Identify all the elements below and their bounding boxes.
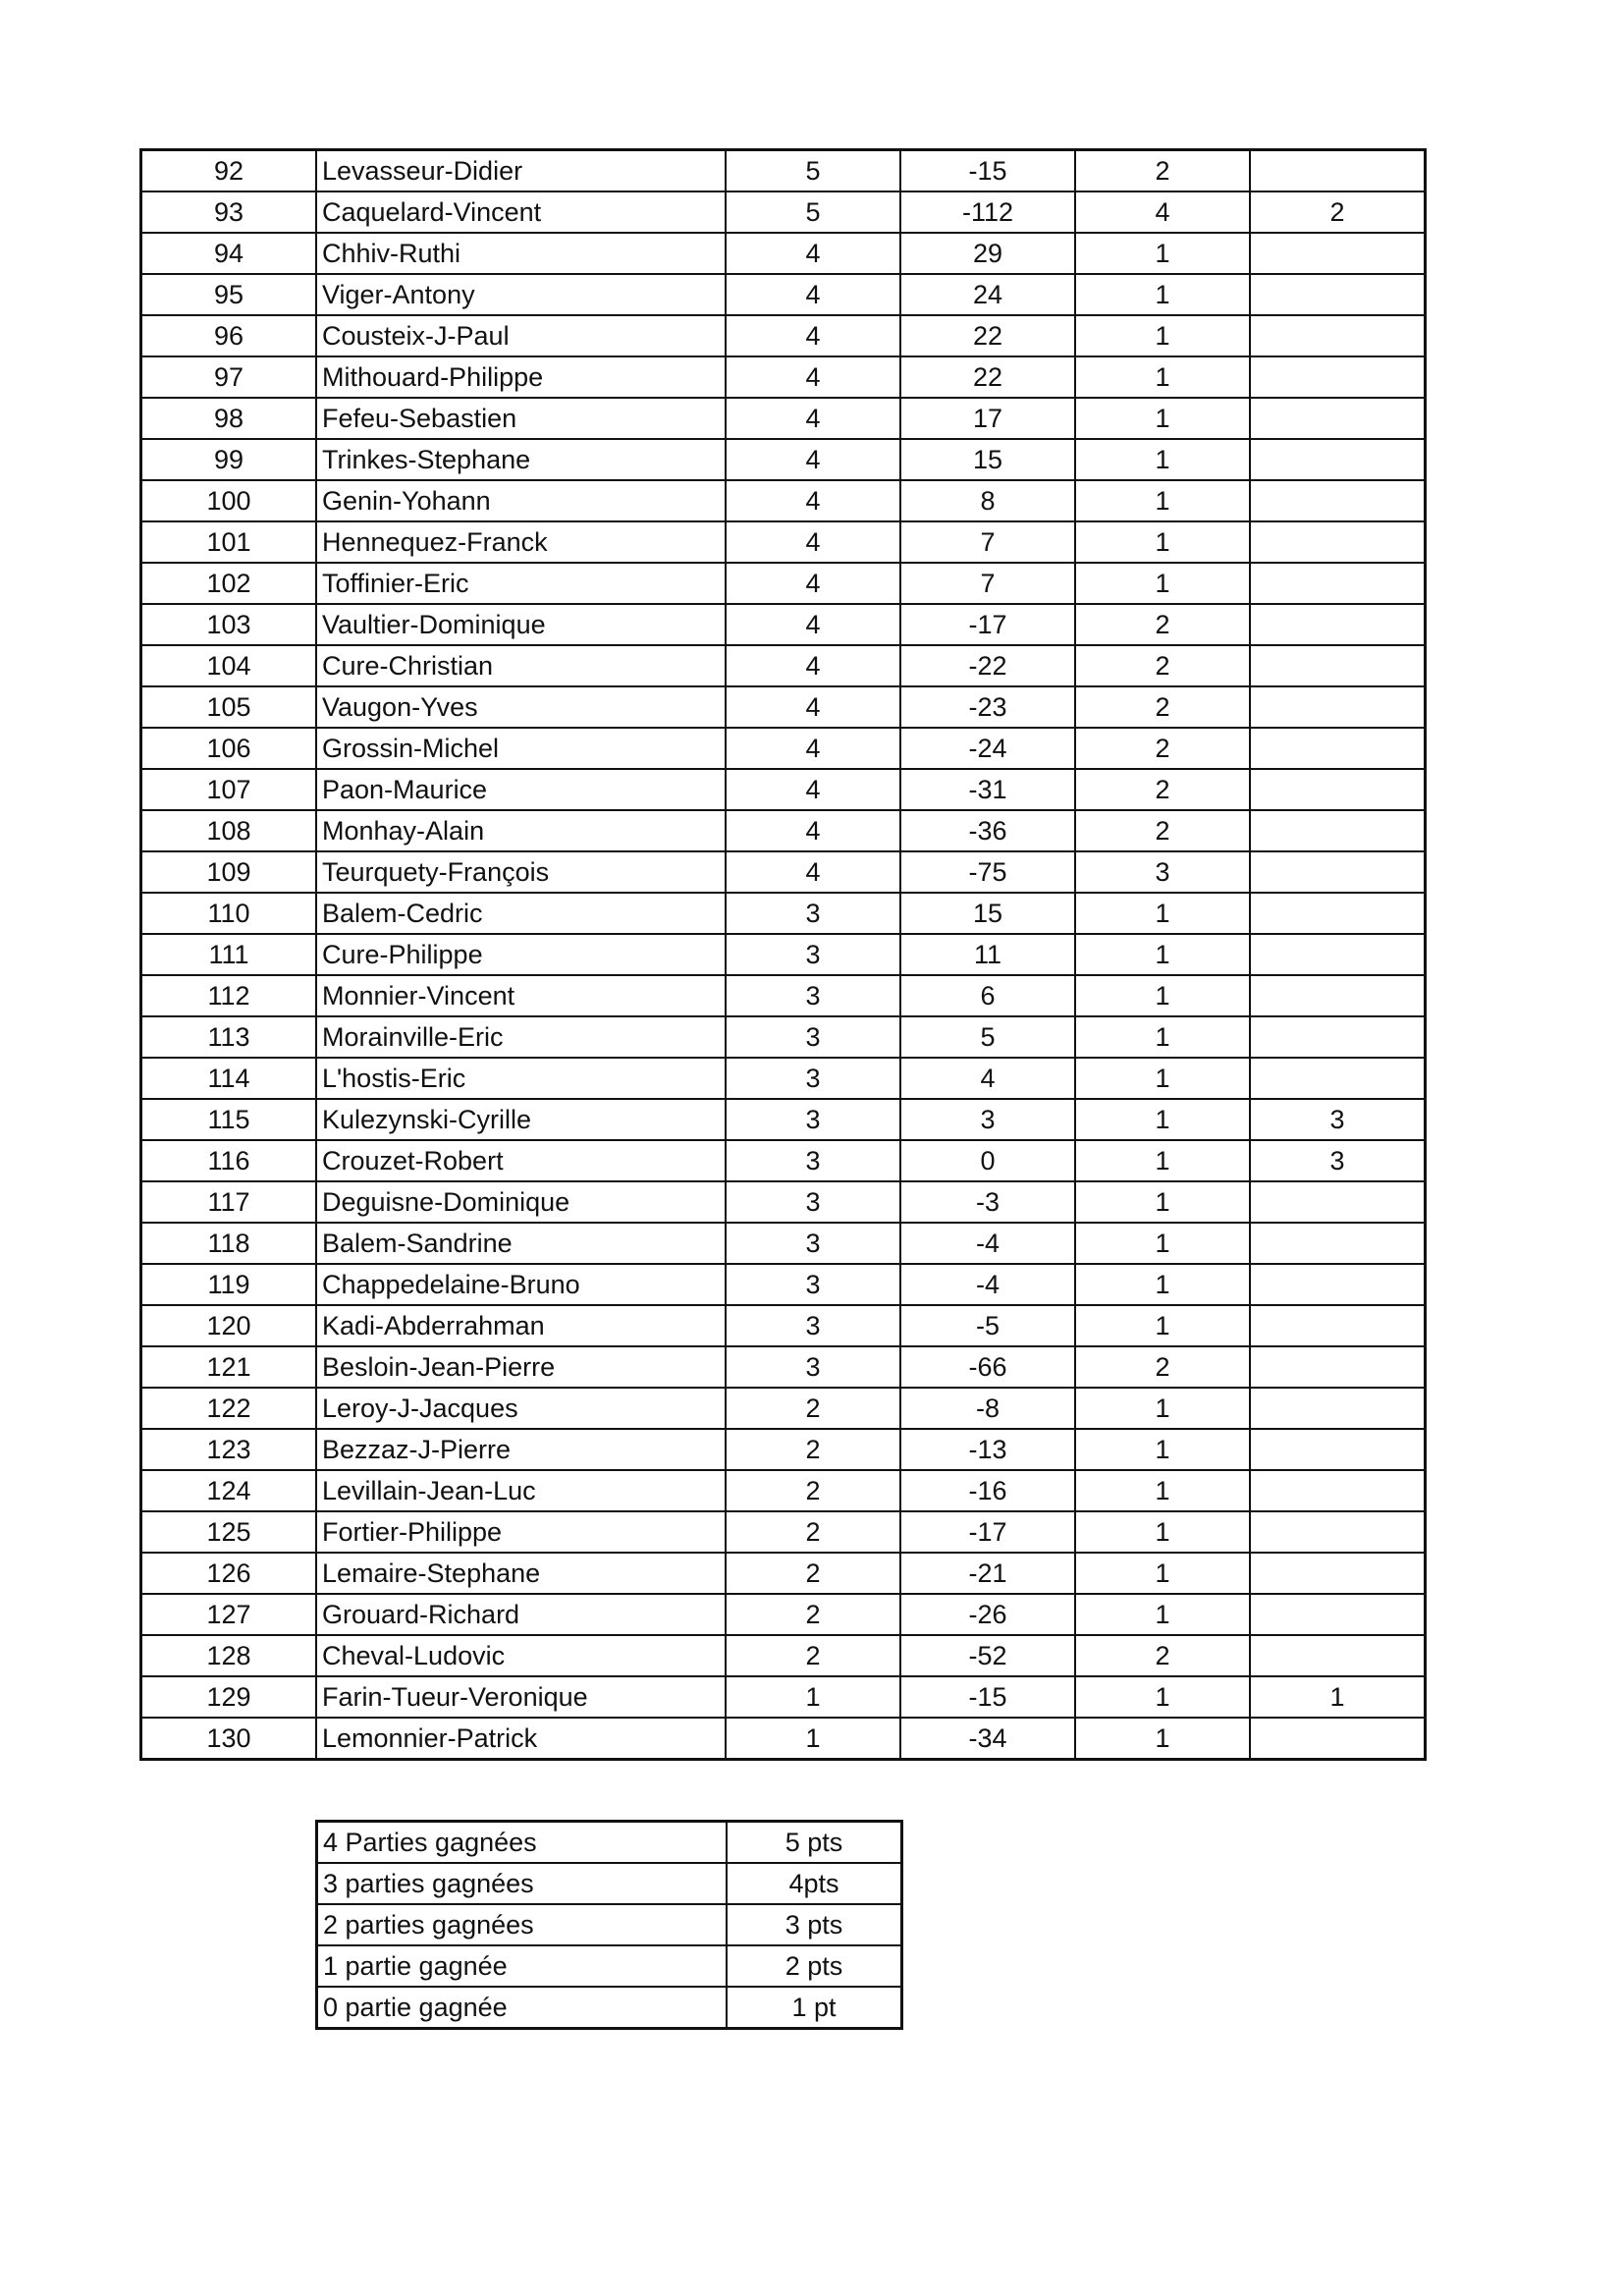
table-row [141,1553,1426,1594]
column-5-cell: 2 [1075,1346,1250,1388]
table-row [141,1016,1426,1058]
column-5-cell: 2 [1075,810,1250,851]
column-4-cell: -75 [900,851,1075,893]
rank-cell: 109 [141,851,317,893]
column-4-cell: -4 [900,1264,1075,1305]
player-name-cell: Balem-Cedric [316,893,726,934]
column-5-cell: 2 [1075,150,1250,192]
table-row [141,1058,1426,1099]
column-4-cell: -15 [900,1676,1075,1718]
points-value-cell: 4pts [727,1863,902,1904]
column-6-cell [1250,315,1426,356]
rank-cell: 107 [141,769,317,810]
wins-label-cell: 0 partie gagnée [317,1987,728,2029]
table-row [141,1594,1426,1635]
points-value-cell: 2 pts [727,1945,902,1987]
column-6-cell: 2 [1250,191,1426,233]
table-row [141,1429,1426,1470]
column-4-cell: 5 [900,1016,1075,1058]
column-4-cell: -5 [900,1305,1075,1346]
column-4-cell: -8 [900,1388,1075,1429]
player-name-cell: Levasseur-Didier [316,150,726,192]
column-3-cell: 4 [726,851,900,893]
player-name-cell: Monnier-Vincent [316,975,726,1016]
column-6-cell [1250,934,1426,975]
player-name-cell: Kulezynski-Cyrille [316,1099,726,1140]
rank-cell: 118 [141,1223,317,1264]
column-6-cell [1250,439,1426,480]
table-row [141,233,1426,274]
player-name-cell: Morainville-Eric [316,1016,726,1058]
rank-cell: 103 [141,604,317,645]
rank-cell: 128 [141,1635,317,1676]
rank-cell: 122 [141,1388,317,1429]
player-name-cell: L'hostis-Eric [316,1058,726,1099]
ranking-table [139,148,1427,1761]
player-name-cell: Fortier-Philippe [316,1511,726,1553]
player-name-cell: Hennequez-Franck [316,521,726,563]
player-name-cell: Fefeu-Sebastien [316,398,726,439]
player-name-cell: Chhiv-Ruthi [316,233,726,274]
column-5-cell: 1 [1075,521,1250,563]
player-name-cell: Vaugon-Yves [316,686,726,728]
column-4-cell: -3 [900,1181,1075,1223]
column-3-cell: 3 [726,1346,900,1388]
table-row [141,398,1426,439]
column-3-cell: 2 [726,1429,900,1470]
column-3-cell: 5 [726,150,900,192]
column-5-cell: 1 [1075,1470,1250,1511]
column-6-cell [1250,1305,1426,1346]
table-row [141,1140,1426,1181]
column-5-cell: 2 [1075,604,1250,645]
column-3-cell: 3 [726,1305,900,1346]
rank-cell: 104 [141,645,317,686]
table-row [141,150,1426,192]
column-3-cell: 4 [726,274,900,315]
points-legend-table [315,1820,903,2030]
column-3-cell: 4 [726,439,900,480]
wins-label-cell: 2 parties gagnées [317,1904,728,1945]
column-4-cell: 11 [900,934,1075,975]
column-6-cell [1250,563,1426,604]
player-name-cell: Trinkes-Stephane [316,439,726,480]
column-4-cell: 17 [900,398,1075,439]
column-4-cell: 0 [900,1140,1075,1181]
wins-label-cell: 1 partie gagnée [317,1945,728,1987]
column-6-cell [1250,1635,1426,1676]
column-6-cell [1250,1718,1426,1760]
column-3-cell: 4 [726,604,900,645]
column-6-cell [1250,1223,1426,1264]
rank-cell: 106 [141,728,317,769]
column-6-cell [1250,604,1426,645]
column-6-cell: 1 [1250,1676,1426,1718]
player-name-cell: Kadi-Abderrahman [316,1305,726,1346]
column-3-cell: 2 [726,1594,900,1635]
column-6-cell [1250,1388,1426,1429]
table-row [141,893,1426,934]
column-4-cell: 22 [900,356,1075,398]
column-4-cell: 8 [900,480,1075,521]
column-3-cell: 4 [726,686,900,728]
player-name-cell: Cure-Philippe [316,934,726,975]
column-4-cell: -15 [900,150,1075,192]
column-3-cell: 4 [726,645,900,686]
player-name-cell: Teurquety-François [316,851,726,893]
column-5-cell: 1 [1075,1676,1250,1718]
column-4-cell: -21 [900,1553,1075,1594]
column-5-cell: 1 [1075,563,1250,604]
column-5-cell: 4 [1075,191,1250,233]
column-6-cell [1250,1511,1426,1553]
column-5-cell: 1 [1075,934,1250,975]
column-3-cell: 3 [726,1181,900,1223]
wins-label-cell: 4 Parties gagnées [317,1822,728,1864]
column-5-cell: 1 [1075,356,1250,398]
rank-cell: 100 [141,480,317,521]
player-name-cell: Cheval-Ludovic [316,1635,726,1676]
rank-cell: 114 [141,1058,317,1099]
column-4-cell: -26 [900,1594,1075,1635]
player-name-cell: Viger-Antony [316,274,726,315]
rank-cell: 111 [141,934,317,975]
player-name-cell: Besloin-Jean-Pierre [316,1346,726,1388]
table-row [141,356,1426,398]
player-name-cell: Cure-Christian [316,645,726,686]
column-6-cell [1250,1181,1426,1223]
rank-cell: 99 [141,439,317,480]
player-name-cell: Bezzaz-J-Pierre [316,1429,726,1470]
player-name-cell: Grouard-Richard [316,1594,726,1635]
legend-row [317,1822,902,1864]
column-5-cell: 2 [1075,769,1250,810]
column-4-cell: 4 [900,1058,1075,1099]
column-6-cell [1250,1429,1426,1470]
player-name-cell: Paon-Maurice [316,769,726,810]
column-4-cell: 22 [900,315,1075,356]
column-4-cell: -52 [900,1635,1075,1676]
column-3-cell: 4 [726,521,900,563]
column-5-cell: 1 [1075,1016,1250,1058]
column-5-cell: 1 [1075,1511,1250,1553]
points-value-cell: 5 pts [727,1822,902,1864]
column-3-cell: 3 [726,893,900,934]
column-3-cell: 4 [726,356,900,398]
column-3-cell: 1 [726,1718,900,1760]
ranking-table-body [141,150,1426,1760]
player-name-cell: Cousteix-J-Paul [316,315,726,356]
column-4-cell: -23 [900,686,1075,728]
column-3-cell: 4 [726,233,900,274]
table-row [141,975,1426,1016]
column-6-cell [1250,1470,1426,1511]
table-row [141,604,1426,645]
table-row [141,934,1426,975]
column-3-cell: 3 [726,975,900,1016]
column-5-cell: 1 [1075,480,1250,521]
table-row [141,1305,1426,1346]
column-4-cell: -17 [900,604,1075,645]
column-6-cell [1250,810,1426,851]
table-row [141,563,1426,604]
table-row [141,1718,1426,1760]
legend-row [317,1904,902,1945]
legend-row [317,1987,902,2029]
column-4-cell: -22 [900,645,1075,686]
column-4-cell: -66 [900,1346,1075,1388]
rank-cell: 110 [141,893,317,934]
column-5-cell: 1 [1075,1181,1250,1223]
column-6-cell [1250,274,1426,315]
column-3-cell: 3 [726,1016,900,1058]
rank-cell: 105 [141,686,317,728]
rank-cell: 115 [141,1099,317,1140]
table-row [141,480,1426,521]
column-3-cell: 4 [726,480,900,521]
table-row [141,851,1426,893]
column-3-cell: 4 [726,315,900,356]
column-3-cell: 4 [726,728,900,769]
column-3-cell: 4 [726,563,900,604]
table-row [141,1470,1426,1511]
column-3-cell: 3 [726,1223,900,1264]
table-row [141,769,1426,810]
rank-cell: 98 [141,398,317,439]
column-5-cell: 1 [1075,398,1250,439]
column-6-cell [1250,686,1426,728]
points-value-cell: 1 pt [727,1987,902,2029]
column-4-cell: 7 [900,563,1075,604]
column-5-cell: 1 [1075,315,1250,356]
column-6-cell [1250,975,1426,1016]
rank-cell: 117 [141,1181,317,1223]
column-6-cell [1250,728,1426,769]
column-5-cell: 2 [1075,686,1250,728]
rank-cell: 94 [141,233,317,274]
player-name-cell: Crouzet-Robert [316,1140,726,1181]
column-5-cell: 2 [1075,728,1250,769]
player-name-cell: Lemaire-Stephane [316,1553,726,1594]
rank-cell: 113 [141,1016,317,1058]
column-6-cell [1250,1553,1426,1594]
column-4-cell: -36 [900,810,1075,851]
column-5-cell: 3 [1075,851,1250,893]
rank-cell: 93 [141,191,317,233]
rank-cell: 124 [141,1470,317,1511]
column-4-cell: 7 [900,521,1075,563]
column-3-cell: 1 [726,1676,900,1718]
column-4-cell: -34 [900,1718,1075,1760]
rank-cell: 96 [141,315,317,356]
table-row [141,1099,1426,1140]
column-3-cell: 2 [726,1470,900,1511]
rank-cell: 101 [141,521,317,563]
column-4-cell: -24 [900,728,1075,769]
column-4-cell: 6 [900,975,1075,1016]
player-name-cell: Lemonnier-Patrick [316,1718,726,1760]
column-5-cell: 1 [1075,1388,1250,1429]
player-name-cell: Levillain-Jean-Luc [316,1470,726,1511]
player-name-cell: Caquelard-Vincent [316,191,726,233]
rank-cell: 92 [141,150,317,192]
column-4-cell: -31 [900,769,1075,810]
column-3-cell: 3 [726,1099,900,1140]
column-5-cell: 1 [1075,274,1250,315]
column-6-cell [1250,480,1426,521]
column-5-cell: 1 [1075,233,1250,274]
player-name-cell: Toffinier-Eric [316,563,726,604]
column-6-cell [1250,150,1426,192]
player-name-cell: Mithouard-Philippe [316,356,726,398]
column-5-cell: 1 [1075,1429,1250,1470]
column-4-cell: 24 [900,274,1075,315]
rank-cell: 116 [141,1140,317,1181]
rank-cell: 119 [141,1264,317,1305]
column-5-cell: 1 [1075,1264,1250,1305]
column-3-cell: 2 [726,1635,900,1676]
column-5-cell: 1 [1075,1553,1250,1594]
column-6-cell [1250,398,1426,439]
column-6-cell: 3 [1250,1140,1426,1181]
wins-label-cell: 3 parties gagnées [317,1863,728,1904]
column-3-cell: 4 [726,810,900,851]
column-3-cell: 2 [726,1388,900,1429]
player-name-cell: Grossin-Michel [316,728,726,769]
player-name-cell: Farin-Tueur-Veronique [316,1676,726,1718]
rank-cell: 123 [141,1429,317,1470]
rank-cell: 95 [141,274,317,315]
column-3-cell: 3 [726,1264,900,1305]
column-3-cell: 4 [726,769,900,810]
column-6-cell: 3 [1250,1099,1426,1140]
rank-cell: 102 [141,563,317,604]
table-row [141,645,1426,686]
table-row [141,315,1426,356]
column-5-cell: 1 [1075,1305,1250,1346]
column-6-cell [1250,769,1426,810]
column-6-cell [1250,893,1426,934]
column-6-cell [1250,356,1426,398]
rank-cell: 112 [141,975,317,1016]
table-row [141,1223,1426,1264]
column-3-cell: 3 [726,1140,900,1181]
table-row [141,521,1426,563]
column-4-cell: -112 [900,191,1075,233]
column-3-cell: 3 [726,934,900,975]
rank-cell: 127 [141,1594,317,1635]
table-row [141,1388,1426,1429]
column-5-cell: 1 [1075,1099,1250,1140]
column-6-cell [1250,233,1426,274]
column-5-cell: 2 [1075,1635,1250,1676]
column-5-cell: 1 [1075,1594,1250,1635]
table-row [141,1511,1426,1553]
player-name-cell: Balem-Sandrine [316,1223,726,1264]
column-4-cell: -16 [900,1470,1075,1511]
table-row [141,1635,1426,1676]
column-3-cell: 2 [726,1511,900,1553]
column-4-cell: 15 [900,893,1075,934]
column-4-cell: -4 [900,1223,1075,1264]
rank-cell: 130 [141,1718,317,1760]
points-value-cell: 3 pts [727,1904,902,1945]
player-name-cell: Deguisne-Dominique [316,1181,726,1223]
rank-cell: 125 [141,1511,317,1553]
column-4-cell: -13 [900,1429,1075,1470]
column-5-cell: 1 [1075,1223,1250,1264]
column-6-cell [1250,1264,1426,1305]
column-5-cell: 1 [1075,1140,1250,1181]
rank-cell: 108 [141,810,317,851]
table-row [141,728,1426,769]
rank-cell: 121 [141,1346,317,1388]
player-name-cell: Chappedelaine-Bruno [316,1264,726,1305]
table-row [141,686,1426,728]
table-row [141,1264,1426,1305]
column-5-cell: 1 [1075,439,1250,480]
column-4-cell: 15 [900,439,1075,480]
column-5-cell: 1 [1075,975,1250,1016]
rank-cell: 129 [141,1676,317,1718]
rank-cell: 97 [141,356,317,398]
column-4-cell: -17 [900,1511,1075,1553]
column-6-cell [1250,521,1426,563]
player-name-cell: Monhay-Alain [316,810,726,851]
rank-cell: 126 [141,1553,317,1594]
column-5-cell: 2 [1075,645,1250,686]
column-3-cell: 3 [726,1058,900,1099]
table-row [141,439,1426,480]
legend-row [317,1863,902,1904]
table-row [141,1676,1426,1718]
rank-cell: 120 [141,1305,317,1346]
column-3-cell: 4 [726,398,900,439]
legend-row [317,1945,902,1987]
column-6-cell [1250,1594,1426,1635]
column-6-cell [1250,1346,1426,1388]
table-row [141,810,1426,851]
player-name-cell: Leroy-J-Jacques [316,1388,726,1429]
column-5-cell: 1 [1075,893,1250,934]
column-6-cell [1250,851,1426,893]
column-6-cell [1250,645,1426,686]
column-3-cell: 5 [726,191,900,233]
table-row [141,1181,1426,1223]
column-5-cell: 1 [1075,1718,1250,1760]
player-name-cell: Vaultier-Dominique [316,604,726,645]
column-6-cell [1250,1058,1426,1099]
column-5-cell: 1 [1075,1058,1250,1099]
player-name-cell: Genin-Yohann [316,480,726,521]
column-4-cell: 29 [900,233,1075,274]
table-row [141,274,1426,315]
table-row [141,1346,1426,1388]
column-3-cell: 2 [726,1553,900,1594]
points-legend-body [317,1822,902,2029]
column-4-cell: 3 [900,1099,1075,1140]
column-6-cell [1250,1016,1426,1058]
table-row [141,191,1426,233]
